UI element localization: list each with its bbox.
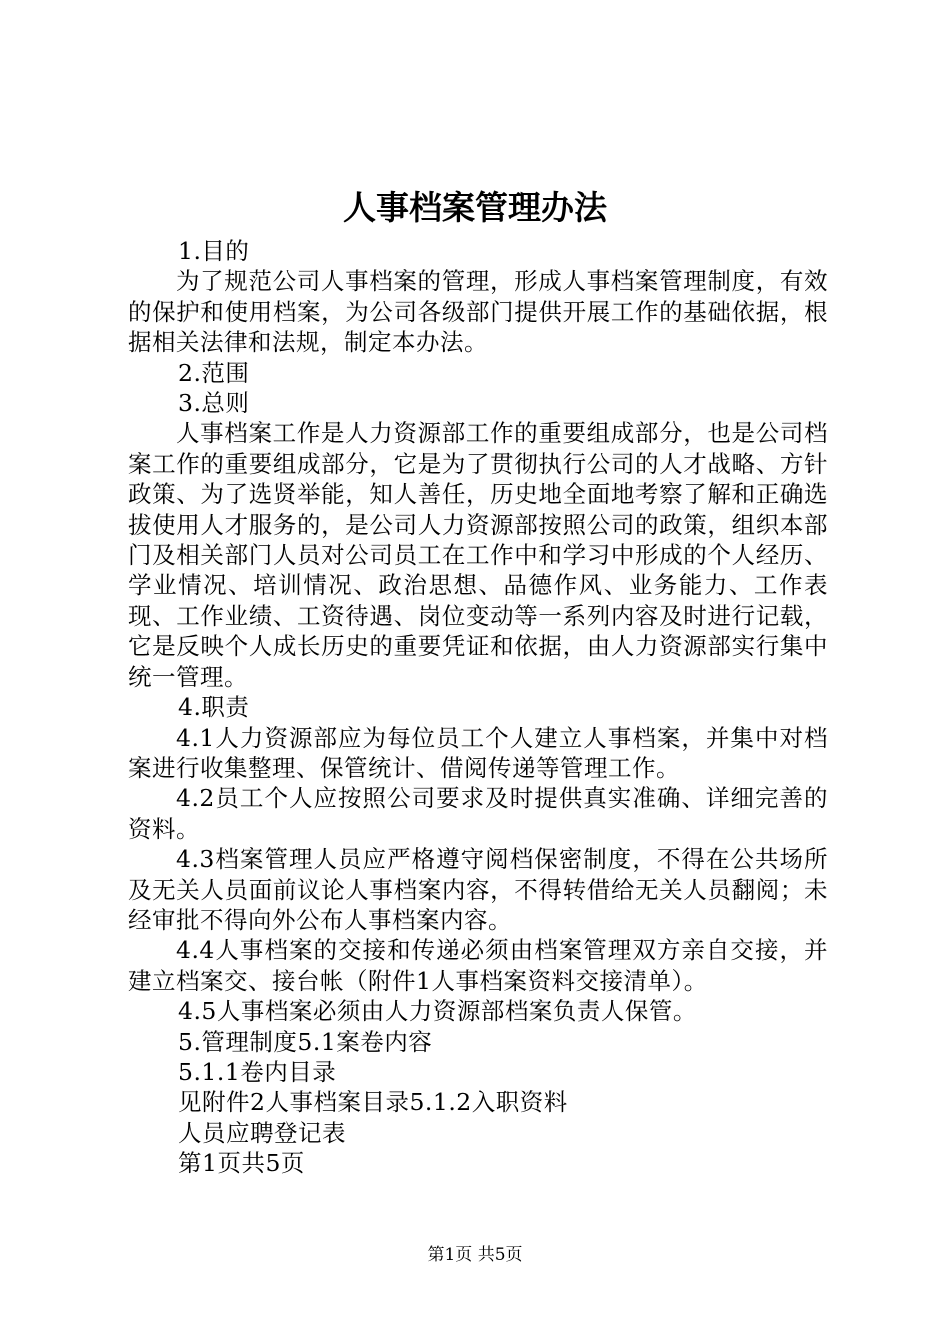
paragraph: 4.4人事档案的交接和传递必须由档案管理双方亲自交接，并建立档案交、接台帐（附件1人事档案资料交接清单）。 [128,936,828,995]
section-line: 5.管理制度5.1案卷内容 [178,1027,433,1056]
section-heading: 2.范围 [178,358,250,387]
page-footer: 第1页 共5页 [427,1245,523,1265]
document-body [128,236,828,1179]
document-title: 人事档案管理办法 [343,188,607,227]
section-line: 见附件2人事档案目录5.1.2入职资料 [178,1088,568,1117]
section-heading: 4.职责 [178,693,250,722]
section-line: 4.5人事档案必须由人力资源部档案负责人保管。 [178,997,697,1026]
paragraph: 人事档案工作是人力资源部工作的重要组成部分，也是公司档案工作的重要组成部分，它是为了贯彻执行公司的人才战略、方针政策、为了选贤举能，知人善任，历史地全面地考察了解和正确选拔使用人才服务的，是公司人力资源部按照公司的政策，组织本部门及相关部门人员对公司员工在工作中和学习中形成的个人经历、学业情况、培训情况、政治思想、品德作风、业务能力、工作表现、工作业绩、工资待遇、岗位变动等一系列内容及时进行记载，它是反映个人成长历史的重要凭证和依据，由人力资源部实行集中统一管理。 [128,419,828,691]
section-line: 5.1.1卷内目录 [178,1057,337,1086]
paragraph: 为了规范公司人事档案的管理，形成人事档案管理制度，有效的保护和使用档案，为公司各级部门提供开展工作的基础依据，根据相关法律和法规，制定本办法。 [128,267,828,357]
section-line: 人员应聘登记表 [178,1118,346,1147]
paragraph: 4.3档案管理人员应严格遵守阅档保密制度，不得在公共场所及无关人员面前议论人事档案内容，不得转借给无关人员翻阅；未经审批不得向外公布人事档案内容。 [128,845,828,934]
section-heading: 1.目的 [178,237,250,265]
paragraph: 4.2员工个人应按照公司要求及时提供真实准确、详细完善的资料。 [128,784,828,843]
section-heading: 3.总则 [178,389,250,418]
section-line: 第1页共5页 [178,1149,305,1178]
paragraph: 4.1人力资源部应为每位员工个人建立人事档案，并集中对档案进行收集整理、保管统计、借阅传递等管理工作。 [128,723,828,782]
